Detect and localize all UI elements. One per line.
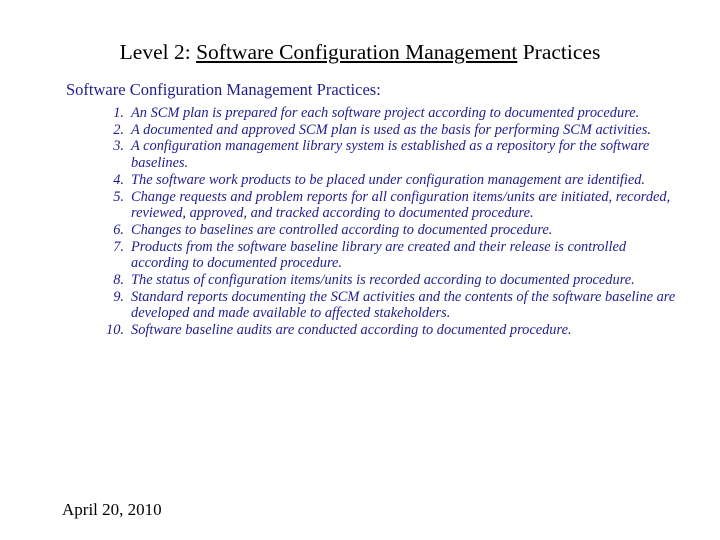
practice-number: 1. <box>113 105 124 121</box>
practice-text: Products from the software baseline library are created and their release is controlled according to documented procedure. <box>131 238 627 272</box>
practice-number: 2. <box>113 121 124 138</box>
practice-item-9 <box>97 289 677 322</box>
practice-text: The status of configuration items/units is recorded according to documented procedure. <box>131 272 635 289</box>
practice-item-8 <box>97 272 677 289</box>
practice-text: Standard reports documenting the SCM activities and the contents of the software baseline are developed and made available to affected stakeholders. <box>131 288 676 322</box>
practice-text: A configuration management library system is established as a repository for the software baselines. <box>131 138 650 172</box>
practice-number: 4. <box>113 171 124 188</box>
practice-text: Change requests and problem reports for all configuration items/units are initiated, recorded, reviewed, approved, and tracked according to documented procedure. <box>131 188 671 222</box>
practice-text: An SCM plan is prepared for each software project according to documented procedure. <box>131 105 640 121</box>
practice-text: Changes to baselines are controlled according to documented procedure. <box>131 221 553 238</box>
practice-number: 5. <box>113 188 124 205</box>
practice-item-5 <box>97 189 677 222</box>
practice-item-6 <box>97 222 677 239</box>
practice-number: 9. <box>113 288 124 305</box>
practice-number: 3. <box>113 138 124 155</box>
slide-title-suffix: Practices <box>517 40 601 64</box>
slide-title-underlined: Software Configuration Management <box>196 40 518 64</box>
practice-number: 6. <box>113 221 124 238</box>
practices-heading: Software Configuration Management Practices: <box>66 80 381 99</box>
practice-number: 7. <box>113 238 124 255</box>
practice-number: 10. <box>106 322 124 339</box>
slide-title-prefix: Level 2: <box>119 40 197 64</box>
practice-item-4 <box>97 172 677 189</box>
slide-title <box>0 40 720 65</box>
practice-item-1 <box>97 105 677 122</box>
practice-text: The software work products to be placed under configuration management are identified. <box>131 171 646 188</box>
practices-list <box>97 105 677 339</box>
practice-text: A documented and approved SCM plan is used as the basis for performing SCM activities. <box>131 121 652 138</box>
footer-date: April 20, 2010 <box>62 500 162 519</box>
practice-item-2 <box>97 122 677 139</box>
practice-number: 8. <box>113 272 124 289</box>
practice-item-3 <box>97 138 677 171</box>
practice-item-7 <box>97 239 677 272</box>
practice-text: Software baseline audits are conducted according to documented procedure. <box>131 322 572 339</box>
practice-item-10 <box>97 322 677 339</box>
